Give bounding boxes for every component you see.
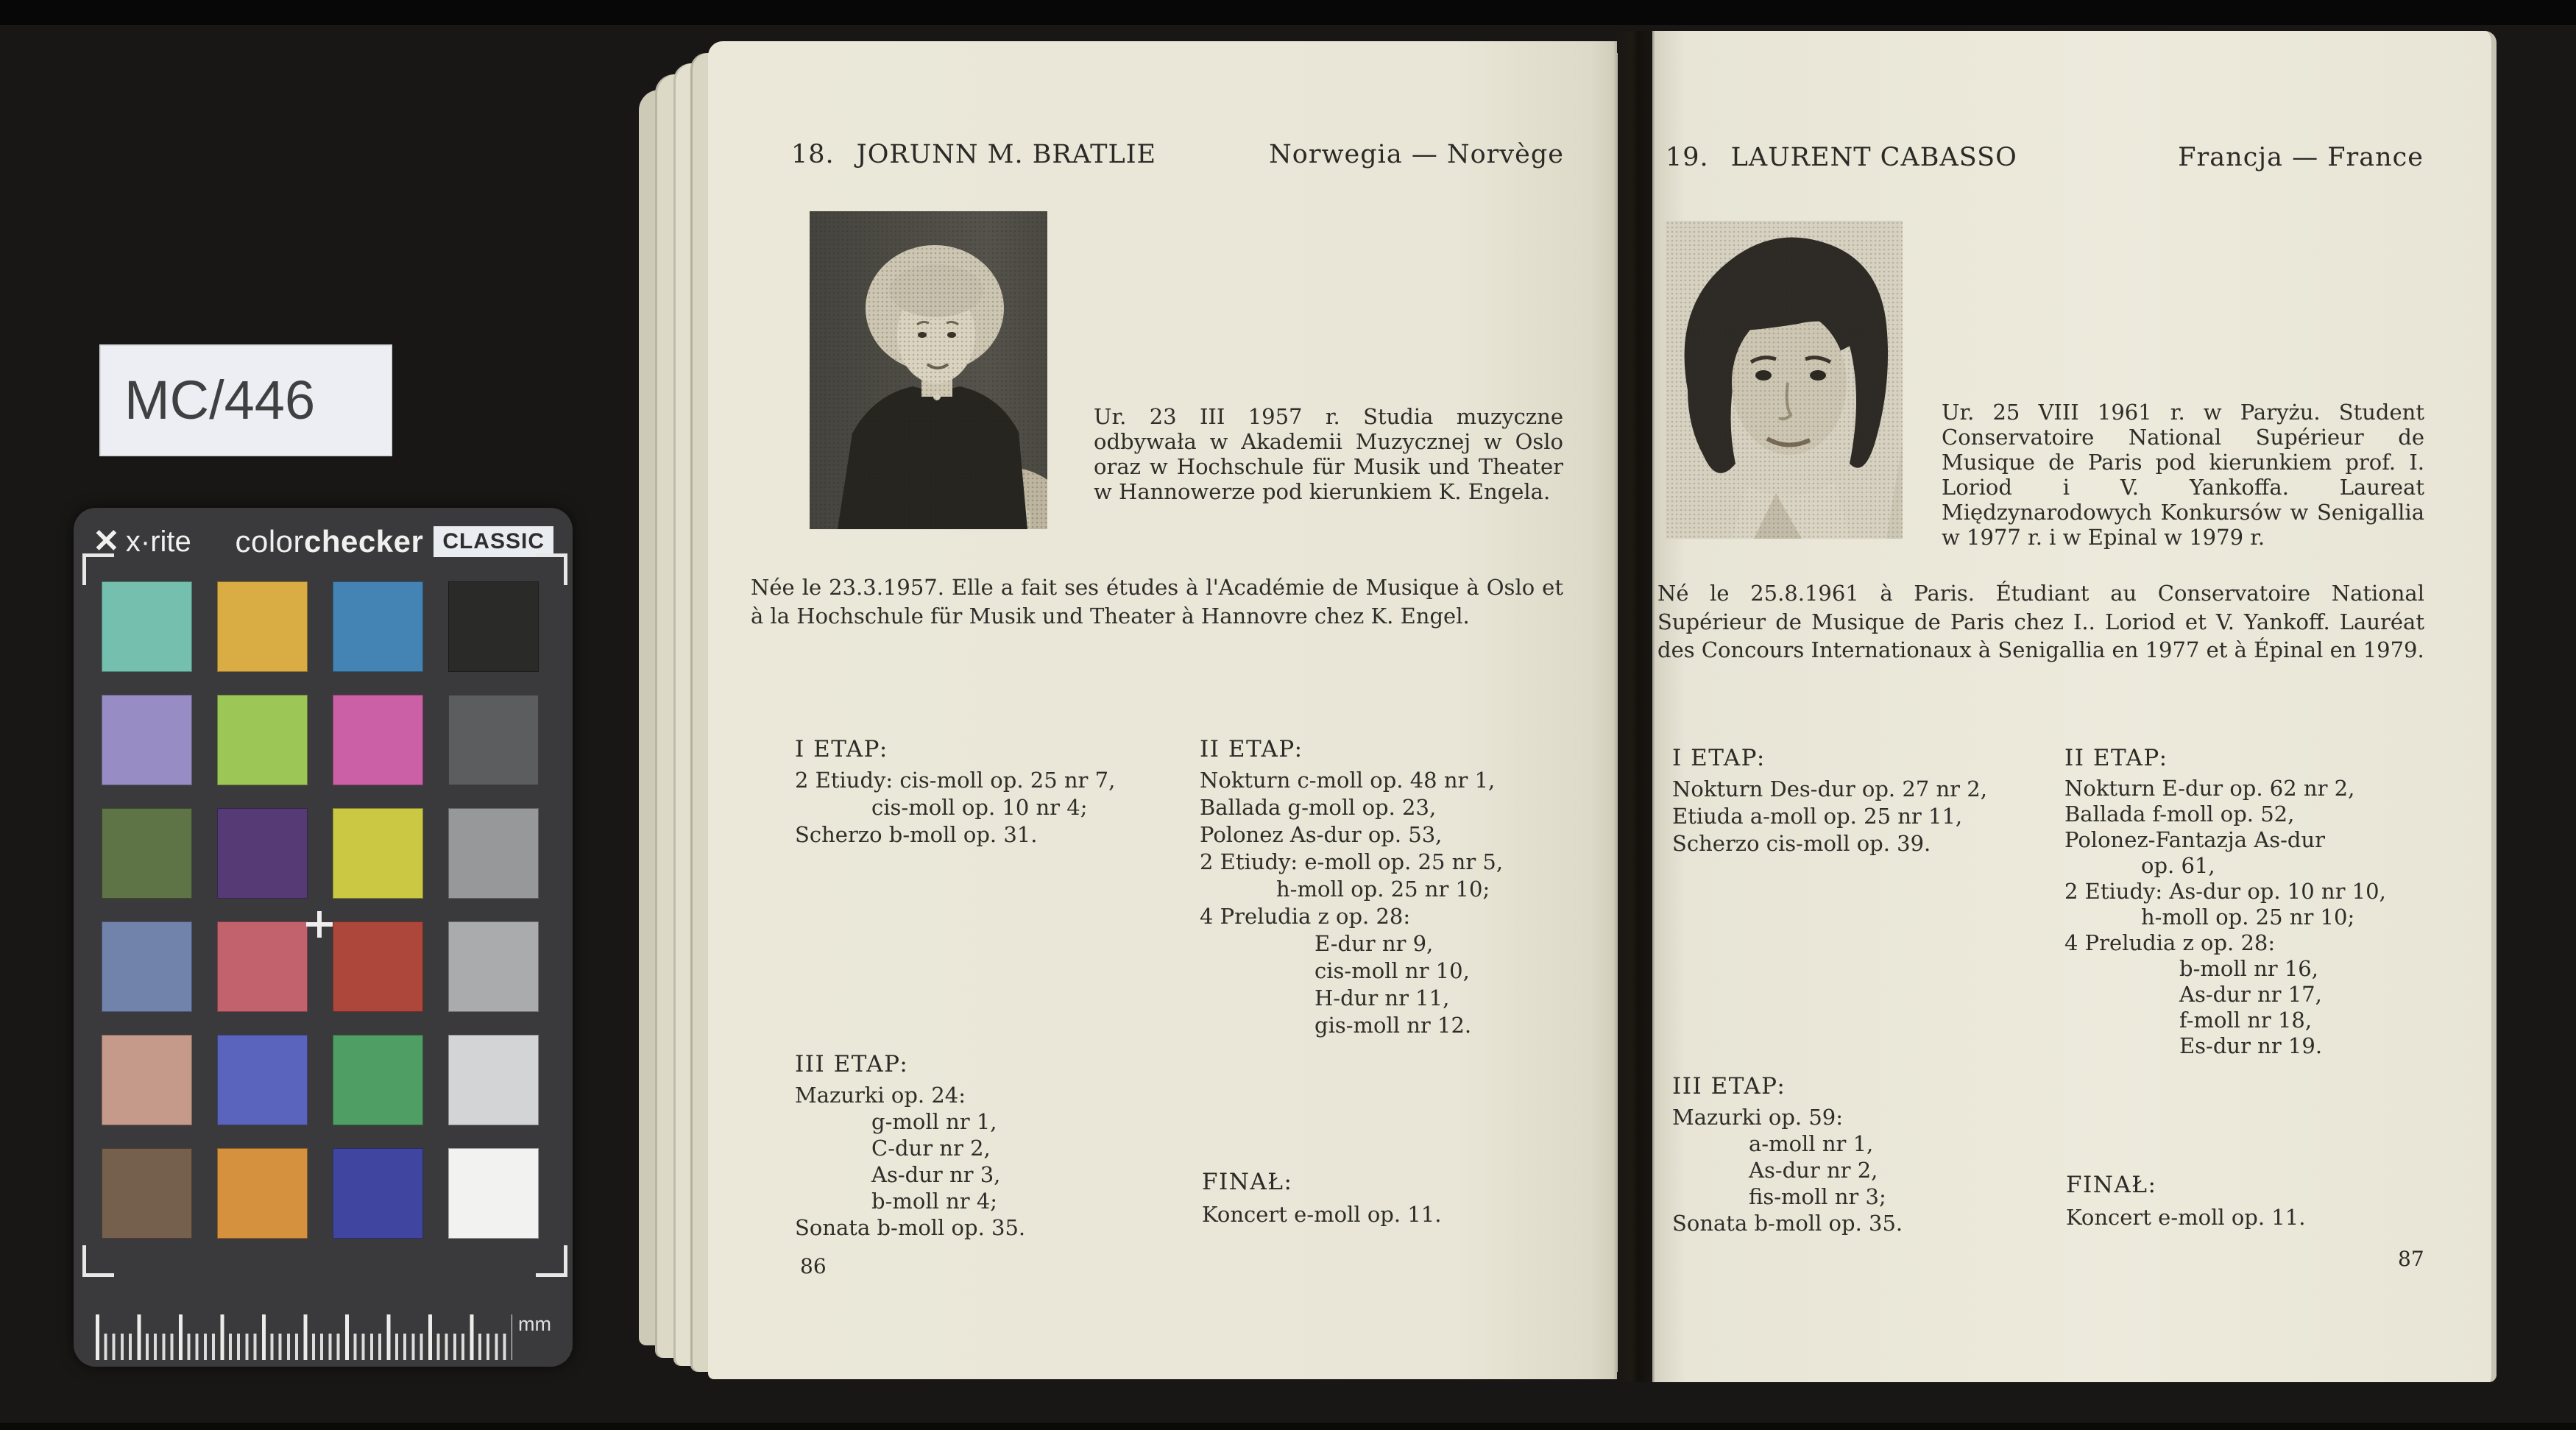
color-patch	[102, 581, 192, 672]
color-patch-grid	[102, 581, 539, 1239]
repertoire-line: a-moll nr 1,	[1749, 1131, 1874, 1156]
bio-french: Née le 23.3.1957. Elle a fait ses études à l'Académie de Musique à Oslo et à la Hochschule für Musik und Theater à Hannovre chez K. Engel.	[751, 575, 1563, 629]
color-patch	[448, 1035, 539, 1125]
etap1-list	[795, 767, 1115, 849]
entry-country: Norwegia — Norvège	[1269, 140, 1564, 169]
entry-header-left	[791, 140, 1564, 169]
repertoire-line: C-dur nr 2,	[871, 1136, 991, 1161]
color-patch	[217, 581, 308, 672]
repertoire-line: Nokturn Des-dur op. 27 nr 2,	[1672, 776, 1987, 801]
repertoire-line: Nokturn E-dur op. 62 nr 2,	[2064, 776, 2355, 801]
registration-bracket-icon	[536, 1245, 567, 1277]
repertoire-line: As-dur nr 17,	[2179, 982, 2322, 1007]
color-patch	[102, 808, 192, 899]
colorchecker-card	[74, 508, 573, 1367]
mm-ruler	[96, 1314, 512, 1360]
color-patch	[333, 1148, 423, 1239]
color-patch	[217, 1035, 308, 1125]
registration-bracket-icon	[536, 553, 567, 585]
etap1-heading: I ETAP:	[1672, 745, 1766, 771]
bio-french: Né le 25.8.1961 à Paris. Étudiant au Conservatoire National Supérieur de Musique de Paris chez I.. Loriod et V. Yankoff. Lauréat des Concours Internationaux à Senigallia en 1977 et à Épinal en 1979.	[1657, 581, 2424, 662]
repertoire-line: b-moll nr 16,	[2179, 956, 2318, 981]
etap3-heading: III ETAP:	[1672, 1073, 1786, 1100]
repertoire-line: g-moll nr 1,	[871, 1109, 997, 1134]
colorchecker-wordmark	[235, 524, 553, 559]
repertoire-line: Es-dur nr 19.	[2179, 1033, 2323, 1058]
final-list	[1202, 1201, 1441, 1228]
etap2-list	[1200, 767, 1503, 1039]
registration-bracket-icon	[82, 553, 114, 585]
portrait-photo-bratlie	[810, 211, 1047, 529]
repertoire-line: cis-moll nr 10,	[1314, 958, 1470, 983]
color-patch	[217, 695, 308, 785]
color-patch	[448, 695, 539, 785]
etap3-list	[1672, 1104, 1903, 1236]
color-patch	[217, 921, 308, 1012]
colorchecker-header	[74, 518, 573, 565]
color-patch	[217, 1148, 308, 1239]
ruler-major-ticks	[96, 1314, 512, 1360]
repertoire-line: Scherzo cis-moll op. 39.	[1672, 831, 1931, 856]
final-list	[2066, 1204, 2305, 1231]
wordmark-part-light: colorchecker	[235, 524, 424, 559]
bio-polish: Ur. 23 III 1957 r. Studia muzyczne odbywała w Akademii Muzycznej w Oslo oraz w Hochschule für Musik und Theater w Hannowerze pod kierunkiem K. Engela.	[1094, 404, 1563, 504]
repertoire-line: 2 Etiudy: cis-moll op. 25 nr 7,	[795, 768, 1116, 793]
repertoire-line: op. 61,	[2141, 853, 2215, 878]
etap3-heading: III ETAP:	[795, 1051, 909, 1077]
color-patch	[217, 808, 308, 899]
final-heading: FINAŁ:	[2066, 1172, 2157, 1198]
registration-bracket-icon	[82, 1245, 114, 1277]
center-cross-icon	[306, 911, 333, 938]
bio-polish: Ur. 25 VIII 1961 r. w Paryżu. Student Conservatoire National Supérieur de Musique de Paris pod kierunkiem prof. I. Loriod i V. Yankoffa. Laureat Międzynarodowych Konkursów w Senigallia w 1977 r. i w Epinal w 1979 r.	[1942, 400, 2424, 550]
portrait-photo-cabasso	[1666, 221, 1903, 539]
entry-number: 19.	[1666, 143, 1709, 172]
repertoire-line: Koncert e-moll op. 11.	[2066, 1205, 2306, 1230]
repertoire-line: gis-moll nr 12.	[1314, 1013, 1472, 1038]
color-patch	[333, 695, 423, 785]
etap2-list	[2064, 776, 2386, 1059]
repertoire-line: Polonez As-dur op. 53,	[1200, 822, 1443, 847]
color-patch	[102, 921, 192, 1012]
etap1-heading: I ETAP:	[795, 736, 888, 762]
entry-number: 18.	[791, 140, 835, 169]
classic-badge: CLASSIC	[434, 526, 553, 557]
repertoire-line: 2 Etiudy: e-moll op. 25 nr 5,	[1200, 849, 1504, 874]
repertoire-line: fis-moll nr 3;	[1749, 1184, 1886, 1209]
xrite-x-icon: ✕	[93, 523, 120, 559]
repertoire-line: 2 Etiudy: As-dur op. 10 nr 10,	[2064, 879, 2386, 904]
repertoire-line: Koncert e-moll op. 11.	[1202, 1202, 1442, 1227]
etap2-heading: II ETAP:	[1200, 736, 1303, 762]
entry-header-right	[1666, 143, 2424, 172]
repertoire-line: H-dur nr 11,	[1314, 985, 1450, 1010]
repertoire-line: Mazurki op. 59:	[1672, 1105, 1843, 1130]
color-patch	[448, 581, 539, 672]
color-patch	[333, 1035, 423, 1125]
repertoire-line: As-dur nr 3,	[871, 1162, 1001, 1187]
color-patch	[102, 695, 192, 785]
final-heading: FINAŁ:	[1202, 1169, 1293, 1195]
repertoire-line: Ballada g-moll op. 23,	[1200, 795, 1437, 820]
color-patch	[448, 1148, 539, 1239]
color-patch	[333, 921, 423, 1012]
color-patch	[102, 1148, 192, 1239]
ruler-unit-label: mm	[518, 1313, 551, 1335]
repertoire-line: h-moll op. 25 nr 10;	[2141, 905, 2355, 930]
entry-name: JORUNN M. BRATLIE	[856, 140, 1157, 169]
page-number-left: 86	[800, 1254, 827, 1278]
repertoire-line: b-moll nr 4;	[871, 1189, 998, 1214]
repertoire-line: Scherzo b-moll op. 31.	[795, 822, 1038, 847]
repertoire-line: 4 Preludia z op. 28:	[2064, 930, 2276, 955]
repertoire-line: As-dur nr 2,	[1749, 1158, 1878, 1183]
repertoire-line: Ballada f-moll op. 52,	[2064, 801, 2295, 827]
repertoire-line: Etiuda a-moll op. 25 nr 11,	[1672, 804, 1963, 829]
repertoire-line: cis-moll op. 10 nr 4;	[871, 795, 1088, 820]
repertoire-line: Sonata b-moll op. 35.	[1672, 1211, 1903, 1236]
entry-name: LAURENT CABASSO	[1730, 143, 2017, 172]
repertoire-line: 4 Preludia z op. 28:	[1200, 904, 1411, 929]
repertoire-line: Sonata b-moll op. 35.	[795, 1215, 1026, 1240]
page-number-right: 87	[2398, 1247, 2424, 1271]
xrite-brand-text: x·rite	[125, 525, 191, 558]
repertoire-line: E-dur nr 9,	[1314, 931, 1434, 956]
color-patch	[102, 1035, 192, 1125]
repertoire-line: f-moll nr 18,	[2179, 1008, 2313, 1033]
repertoire-line: h-moll op. 25 nr 10;	[1276, 877, 1490, 902]
etap1-list	[1672, 776, 1987, 857]
repertoire-line: Nokturn c-moll op. 48 nr 1,	[1200, 768, 1496, 793]
color-patch	[448, 808, 539, 899]
color-patch	[333, 581, 423, 672]
etap3-list	[795, 1082, 1025, 1241]
repertoire-line: Polonez-Fantazja As-dur	[2064, 827, 2326, 852]
etap2-heading: II ETAP:	[2064, 745, 2168, 771]
color-patch	[333, 808, 423, 899]
repertoire-line: Mazurki op. 24:	[795, 1083, 966, 1108]
book-gutter-shadow	[1613, 31, 1655, 1382]
color-patch	[448, 921, 539, 1012]
archive-shelfmark-label: MC/446	[99, 344, 392, 456]
entry-country: Francja — France	[2178, 143, 2424, 172]
